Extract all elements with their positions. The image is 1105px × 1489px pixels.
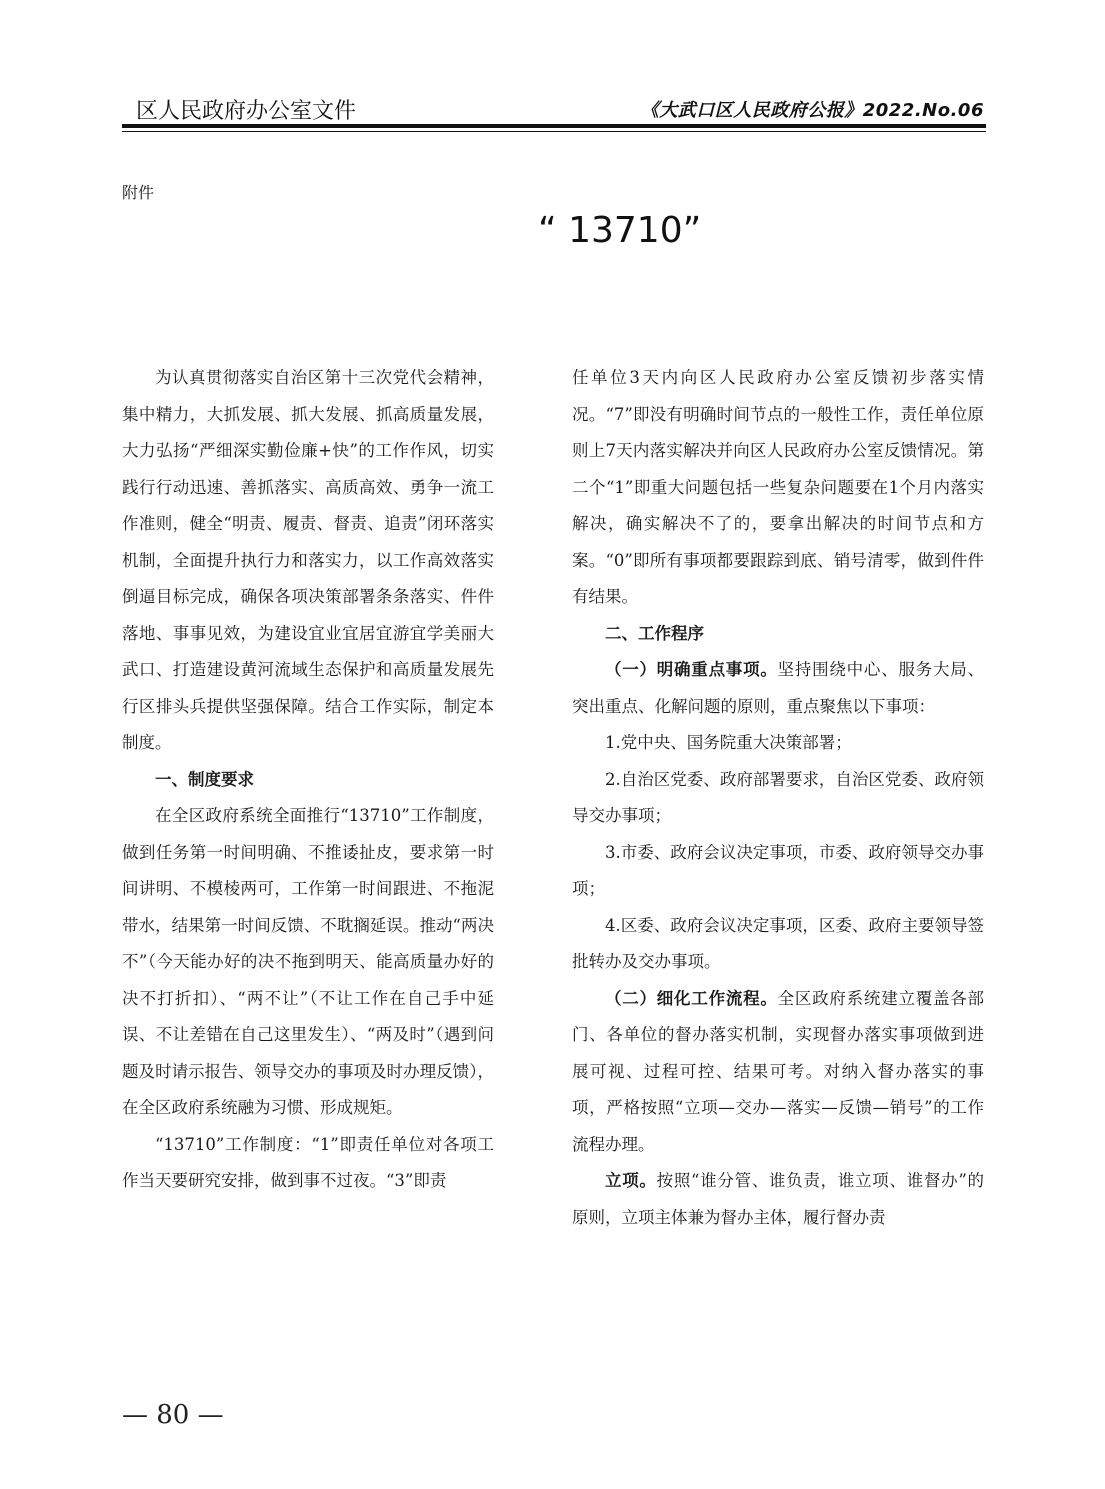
subsection-1 (572, 652, 984, 725)
header-rule-thin (122, 131, 986, 132)
list-item-4: 4.区委、政府会议决定事项，区委、政府主要领导签批转办及交办事项。 (572, 915, 984, 971)
subsection-2-text: 全区政府系统建立覆盖各部门、各单位的督办落实机制，实现督办落实事项做到进展可视、过程可控、结果可考。对纳入督办落实的事项，严格按照“立项—交办—落实—反馈—销号”的工作流程办理。 (572, 988, 985, 1154)
list-item-3: 3.市委、政府会议决定事项，市委、政府领导交办事项； (572, 842, 984, 898)
section-heading-2: 二、工作程序 (605, 623, 704, 643)
right-column (572, 360, 984, 1236)
intro-paragraph: 为认真贯彻落实自治区第十三次党代会精神，集中精力，大抓发展、抓大发展、抓高质量发展，大力弘扬“严细深实勤俭廉+快”的工作作风，切实践行行动迅速、善抓落实、高质高效、勇争一流工作准则，健全“明责、履责、督责、追责”闭环落实机制，全面提升执行力和落实力，以工作高效落实倒逼目标完成，确保各项决策部署条条落实、件件落地、事事见效，为建设宜业宜居宜游宜学美丽大武口、打造建设黄河流域生态保护和高质量发展先行区排头兵提供坚强保障。结合工作实际，制定本制度。 (122, 368, 494, 752)
subsection-3-title: 立项。 (605, 1171, 657, 1190)
attachment-label: 附件 (122, 183, 155, 202)
subsection-1-text: 坚持围绕中心、服务大局、突出重点、化解问题的原则，重点聚焦以下事项： (572, 660, 985, 716)
system-definition-paragraph: “13710”工作制度：“1”即责任单位对各项工作当天要研究安排，做到事不过夜。“3”即责 (122, 1134, 494, 1190)
section-heading-1: 一、制度要求 (155, 769, 254, 789)
left-column (122, 360, 494, 1200)
page-number: — 80 — (122, 1400, 224, 1430)
continuation-paragraph: 任单位3天内向区人民政府办公室反馈初步落实情况。“7”即没有明确时间节点的一般性工作，责任单位原则上7天内落实解决并向区人民政府办公室反馈情况。第二个“1”即重大问题包括一些复杂问题要在1个月内落实解决，确实解决不了的，要拿出解决的时间节点和方案。“0”即所有事项都要跟踪到底、销号清零，做到件件有结果。 (572, 368, 984, 606)
list-item-1: 1.党中央、国务院重大决策部署； (605, 733, 852, 752)
subsection-3-text: 按照“谁分管、谁负责，谁立项、谁督办”的原则，立项主体兼为督办主体，履行督办责 (572, 1171, 985, 1227)
requirements-paragraph: 在全区政府系统全面推行“13710”工作制度，做到任务第一时间明确、不推诿扯皮，要求第一时间讲明、不模棱两可，工作第一时间跟进、不拖泥带水，结果第一时间反馈、不耽搁延误。推动“两决不”（今天能办好的决不拖到明天、能高质量办好的决不打折扣）、“两不让”（不让工作在自己手中延误、不让差错在自己这里发生）、“两及时”（遇到问题及时请示报告、领导交办的事项及时办理反馈），在全区政府系统融为习惯、形成规矩。 (122, 806, 494, 1117)
page-title: “ 13710” (538, 210, 702, 251)
subsection-2-title: （二）细化工作流程。 (605, 988, 778, 1008)
subsection-3 (572, 1163, 984, 1236)
subsection-1-title: （一）明确重点事项。 (605, 660, 778, 679)
subsection-2 (572, 981, 984, 1164)
header-publication: 《大武口区人民政府公报》2022.No.06 (640, 100, 984, 121)
header-doc-type: 区人民政府办公室文件 (136, 99, 357, 124)
header-rule-thick (122, 124, 986, 128)
list-item-2: 2.自治区党委、政府部署要求，自治区党委、政府领导交办事项； (572, 769, 984, 825)
